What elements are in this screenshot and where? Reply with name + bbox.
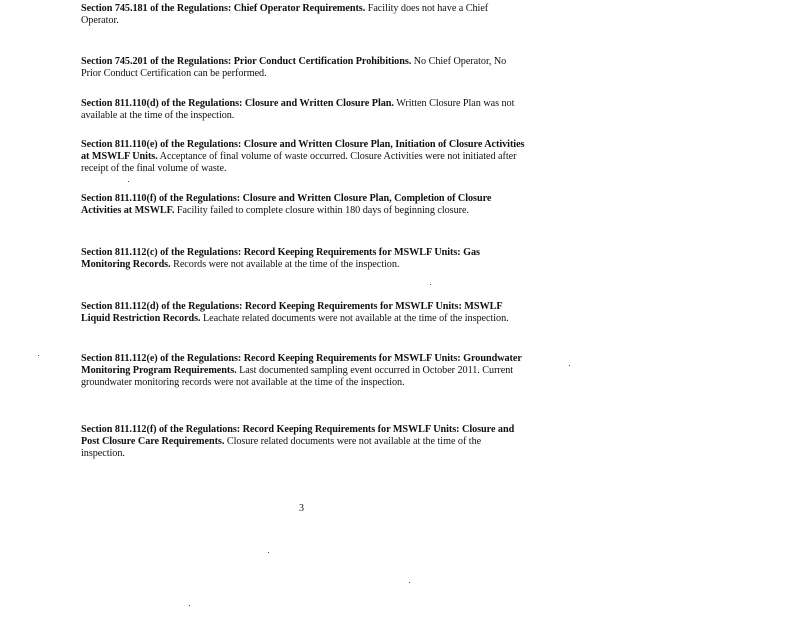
paragraph-text: Facility does not have a Chief Operator. xyxy=(81,3,489,27)
paragraph-chief-operator xyxy=(81,3,526,27)
scan-speck xyxy=(268,552,269,553)
paragraph-closure-initiation xyxy=(81,139,526,176)
paragraph-groundwater-monitoring xyxy=(81,353,526,390)
paragraph-heading: Section 745.201 of the Regulations: Prior Conduct Certification Prohibitions. xyxy=(81,56,412,67)
paragraph-gas-monitoring xyxy=(81,247,526,271)
paragraph-heading: Section 745.181 of the Regulations: Chief Operator Requirements. xyxy=(81,3,366,14)
paragraph-heading: Section 811.110(e) of the Regulations: Closure and Written Closure Plan, Initiation of Closure Activities at MSWLF Units. xyxy=(81,139,525,163)
paragraph-post-closure-care xyxy=(81,424,526,461)
paragraph-heading: Section 811.112(e) of the Regulations: Record Keeping Requirements for MSWLF Units: Groundwater Monitoring Program Requirements. xyxy=(81,353,522,377)
scan-speck xyxy=(409,582,410,583)
paragraph-text: Leachate related documents were not available at the time of the inspection. xyxy=(202,313,509,325)
paragraph-text: Facility failed to complete closure within 180 days of beginning closure. xyxy=(176,205,469,217)
paragraph-text: No Chief Operator, No Prior Conduct Certification can be performed. xyxy=(81,56,507,80)
scan-speck xyxy=(38,355,39,356)
paragraph-closure-completion xyxy=(81,193,526,217)
paragraph-text: Records were not available at the time of the inspection. xyxy=(173,259,400,271)
paragraph-heading: Section 811.112(d) of the Regulations: Record Keeping Requirements for MSWLF Units: MSWLF Liquid Restriction Records. xyxy=(81,301,503,325)
paragraph-closure-plan xyxy=(81,98,526,122)
scan-speck xyxy=(430,284,431,285)
scan-speck xyxy=(128,181,129,182)
scan-speck xyxy=(189,605,190,606)
paragraph-heading: Section 811.110(d) of the Regulations: Closure and Written Closure Plan. xyxy=(81,98,394,109)
paragraph-text: Acceptance of final volume of waste occurred. Closure Activities were not initiated after receipt of the final volume of waste. xyxy=(81,151,517,175)
paragraph-text: Closure related documents were not available at the time of the inspection. xyxy=(81,436,482,460)
page-number: 3 xyxy=(299,503,304,514)
scan-speck xyxy=(569,365,570,366)
paragraph-text: Written Closure Plan was not available at the time of the inspection. xyxy=(81,98,515,122)
paragraph-prior-conduct xyxy=(81,56,526,80)
paragraph-heading: Section 811.112(f) of the Regulations: Record Keeping Requirements for MSWLF Units: Closure and Post Closure Care Requirements. xyxy=(81,424,515,448)
paragraph-heading: Section 811.110(f) of the Regulations: Closure and Written Closure Plan, Completion of Closure Activities at MSWLF. xyxy=(81,193,492,217)
paragraph-heading: Section 811.112(c) of the Regulations: Record Keeping Requirements for MSWLF Units: Gas Monitoring Records. xyxy=(81,247,480,271)
paragraph-liquid-restriction xyxy=(81,301,526,325)
paragraph-text: Last documented sampling event occurred in October 2011. Current groundwater monitoring records were not available at the time of the inspection. xyxy=(81,365,514,389)
